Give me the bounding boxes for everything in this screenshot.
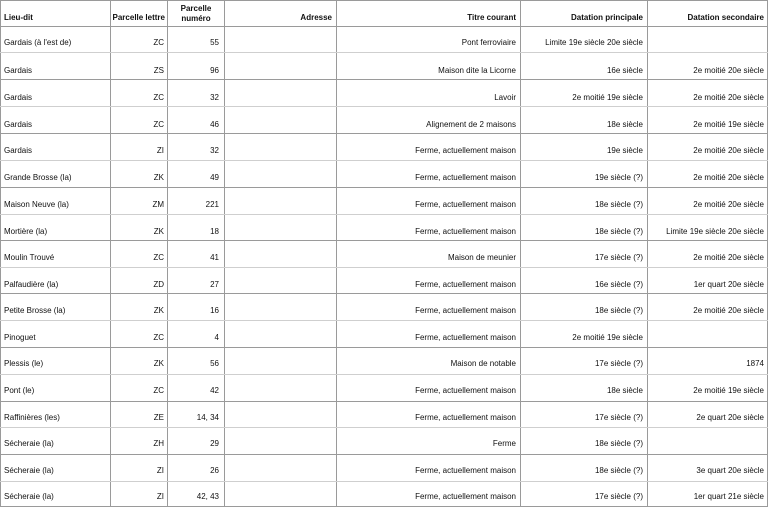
cell-datation-principale: 18e siècle (?)	[594, 306, 643, 315]
cell-parcelle-numero: 26	[210, 466, 219, 475]
row-line	[0, 133, 768, 134]
cell-lieu-dit: Maison Neuve (la)	[4, 200, 69, 209]
cell-datation-principale: 17e siècle (?)	[594, 413, 643, 422]
row-line	[0, 374, 768, 375]
cell-lieu-dit: Sécheraie (la)	[4, 466, 54, 475]
cell-lieu-dit: Gardais (à l'est de)	[4, 38, 72, 47]
cell-datation-secondaire: 1er quart 21e siècle	[693, 492, 764, 501]
cell-titre-courant: Maison de meunier	[447, 253, 516, 262]
row-line	[0, 320, 768, 321]
row-line	[0, 347, 768, 348]
cell-datation-secondaire: 2e moitié 19e siècle	[693, 386, 764, 395]
cell-datation-principale: 18e siècle	[606, 386, 643, 395]
row-line	[0, 240, 768, 241]
cell-datation-secondaire: 1er quart 20e siècle	[693, 280, 764, 289]
cell-parcelle-numero: 96	[210, 66, 219, 75]
row-line	[0, 401, 768, 402]
cell-parcelle-lettre: ZI	[156, 466, 164, 475]
row-line	[0, 481, 768, 482]
cell-datation-principale: 2e moitié 19e siècle	[572, 93, 643, 102]
header-adresse: Adresse	[300, 13, 332, 22]
cell-titre-courant: Ferme, actuellement maison	[415, 386, 516, 395]
cell-parcelle-numero: 27	[210, 280, 219, 289]
cell-lieu-dit: Gardais	[4, 146, 33, 155]
cell-parcelle-numero: 42, 43	[196, 492, 219, 501]
cell-parcelle-numero: 49	[210, 173, 219, 182]
cell-parcelle-numero: 14, 34	[196, 413, 219, 422]
header-parcelle-numero: Parcelle numéro	[180, 4, 212, 23]
cell-titre-courant: Ferme, actuellement maison	[415, 333, 516, 342]
cell-parcelle-numero: 41	[210, 253, 219, 262]
cell-datation-principale: 2e moitié 19e siècle	[572, 333, 643, 342]
cell-titre-courant: Ferme, actuellement maison	[415, 173, 516, 182]
row-line	[0, 214, 768, 215]
cell-datation-principale: 17e siècle (?)	[594, 359, 643, 368]
cell-lieu-dit: Plessis (le)	[4, 359, 44, 368]
cell-titre-courant: Ferme, actuellement maison	[415, 200, 516, 209]
cell-titre-courant: Maison dite la Licorne	[438, 66, 516, 75]
cell-datation-secondaire: 3e quart 20e siècle	[696, 466, 764, 475]
cell-parcelle-lettre: ZC	[153, 333, 164, 342]
cell-datation-secondaire: 2e moitié 20e siècle	[693, 66, 764, 75]
cell-datation-secondaire: 2e quart 20e siècle	[696, 413, 764, 422]
cell-lieu-dit: Mortière (la)	[4, 227, 48, 236]
cell-datation-secondaire: 2e moitié 20e siècle	[693, 306, 764, 315]
cell-datation-secondaire: 2e moitié 20e siècle	[693, 93, 764, 102]
cell-titre-courant: Alignement de 2 maisons	[426, 120, 516, 129]
cell-datation-principale: 19e siècle	[606, 146, 643, 155]
header-datation-secondaire: Datation secondaire	[687, 13, 764, 22]
column-line	[110, 0, 111, 507]
cell-datation-principale: 17e siècle (?)	[594, 492, 643, 501]
column-line	[167, 0, 168, 507]
header-titre-courant: Titre courant	[467, 13, 516, 22]
row-line	[0, 106, 768, 107]
cell-parcelle-lettre: ZK	[153, 227, 164, 236]
cell-datation-secondaire: 2e moitié 19e siècle	[693, 120, 764, 129]
cell-parcelle-lettre: ZH	[153, 439, 164, 448]
cell-datation-principale: 18e siècle (?)	[594, 227, 643, 236]
cell-lieu-dit: Gardais	[4, 120, 33, 129]
cell-lieu-dit: Pinoguet	[4, 333, 36, 342]
cell-parcelle-numero: 55	[210, 38, 219, 47]
cell-parcelle-numero: 56	[210, 359, 219, 368]
cell-titre-courant: Ferme, actuellement maison	[415, 492, 516, 501]
cell-titre-courant: Pont ferroviaire	[461, 38, 516, 47]
cell-titre-courant: Ferme, actuellement maison	[415, 227, 516, 236]
cell-titre-courant: Lavoir	[494, 93, 516, 102]
cell-datation-secondaire: Limite 19e siècle 20e siècle	[666, 227, 764, 236]
cell-parcelle-lettre: ZC	[153, 93, 164, 102]
cell-parcelle-lettre: ZM	[152, 200, 164, 209]
cell-titre-courant: Ferme, actuellement maison	[415, 306, 516, 315]
cell-parcelle-numero: 42	[210, 386, 219, 395]
header-lieu-dit: Lieu-dit	[4, 13, 33, 22]
cell-lieu-dit: Pont (le)	[4, 386, 35, 395]
row-line	[0, 427, 768, 428]
cell-datation-principale: 18e siècle (?)	[594, 439, 643, 448]
cell-parcelle-lettre: ZD	[153, 280, 164, 289]
cell-datation-secondaire: 2e moitié 20e siècle	[693, 173, 764, 182]
row-line	[0, 267, 768, 268]
cell-titre-courant: Ferme, actuellement maison	[415, 466, 516, 475]
cell-parcelle-numero: 4	[214, 333, 219, 342]
header-datation-principale: Datation principale	[570, 13, 643, 22]
cell-parcelle-numero: 29	[210, 439, 219, 448]
column-line	[224, 0, 225, 507]
cell-lieu-dit: Sécheraie (la)	[4, 439, 54, 448]
row-line	[0, 187, 768, 188]
cell-titre-courant: Ferme, actuellement maison	[415, 280, 516, 289]
cell-datation-principale: 18e siècle (?)	[594, 466, 643, 475]
row-line	[0, 293, 768, 294]
cell-datation-secondaire: 2e moitié 20e siècle	[693, 146, 764, 155]
cell-datation-secondaire: 1874	[746, 359, 764, 368]
cell-titre-courant: Ferme, actuellement maison	[415, 146, 516, 155]
cell-parcelle-numero: 32	[210, 93, 219, 102]
cell-parcelle-lettre: ZC	[153, 253, 164, 262]
cell-datation-secondaire: 2e moitié 20e siècle	[693, 200, 764, 209]
row-line	[0, 160, 768, 161]
cell-parcelle-numero: 221	[205, 200, 219, 209]
cell-titre-courant: Ferme, actuellement maison	[415, 413, 516, 422]
cell-lieu-dit: Raffinières (les)	[4, 413, 60, 422]
header-parcelle-lettre: Parcelle lettre	[112, 13, 165, 22]
column-line	[336, 0, 337, 507]
column-line	[647, 0, 648, 507]
cell-datation-principale: 17e siècle (?)	[594, 253, 643, 262]
cell-parcelle-lettre: ZC	[153, 386, 164, 395]
cell-parcelle-numero: 16	[210, 306, 219, 315]
cell-lieu-dit: Gardais	[4, 66, 33, 75]
cell-titre-courant: Ferme	[492, 439, 516, 448]
cell-parcelle-lettre: ZI	[156, 146, 164, 155]
row-line	[0, 26, 768, 27]
cell-parcelle-numero: 18	[210, 227, 219, 236]
cell-parcelle-lettre: ZC	[153, 120, 164, 129]
cell-parcelle-lettre: ZE	[153, 413, 164, 422]
row-line	[0, 79, 768, 80]
row-line	[0, 52, 768, 53]
cell-parcelle-lettre: ZK	[153, 173, 164, 182]
cell-lieu-dit: Grande Brosse (la)	[4, 173, 72, 182]
cell-datation-principale: 18e siècle	[606, 120, 643, 129]
column-line	[520, 0, 521, 507]
cell-datation-secondaire: 2e moitié 20e siècle	[693, 253, 764, 262]
cell-titre-courant: Maison de notable	[450, 359, 516, 368]
cell-lieu-dit: Petite Brosse (la)	[4, 306, 66, 315]
cell-parcelle-lettre: ZS	[153, 66, 164, 75]
cell-datation-principale: Limite 19e siècle 20e siècle	[545, 38, 643, 47]
cell-parcelle-lettre: ZI	[156, 492, 164, 501]
cell-datation-principale: 18e siècle (?)	[594, 200, 643, 209]
cell-parcelle-numero: 32	[210, 146, 219, 155]
cell-datation-principale: 16e siècle	[606, 66, 643, 75]
cell-lieu-dit: Moulin Trouvé	[4, 253, 55, 262]
cell-parcelle-lettre: ZK	[153, 359, 164, 368]
cell-lieu-dit: Sécheraie (la)	[4, 492, 54, 501]
cell-lieu-dit: Gardais	[4, 93, 33, 102]
row-line	[0, 0, 768, 1]
cell-datation-principale: 16e siècle (?)	[594, 280, 643, 289]
cell-parcelle-lettre: ZC	[153, 38, 164, 47]
cell-parcelle-numero: 46	[210, 120, 219, 129]
cell-parcelle-lettre: ZK	[153, 306, 164, 315]
column-line	[0, 0, 1, 507]
cell-lieu-dit: Palfaudière (la)	[4, 280, 59, 289]
row-line	[0, 454, 768, 455]
cell-datation-principale: 19e siècle (?)	[594, 173, 643, 182]
